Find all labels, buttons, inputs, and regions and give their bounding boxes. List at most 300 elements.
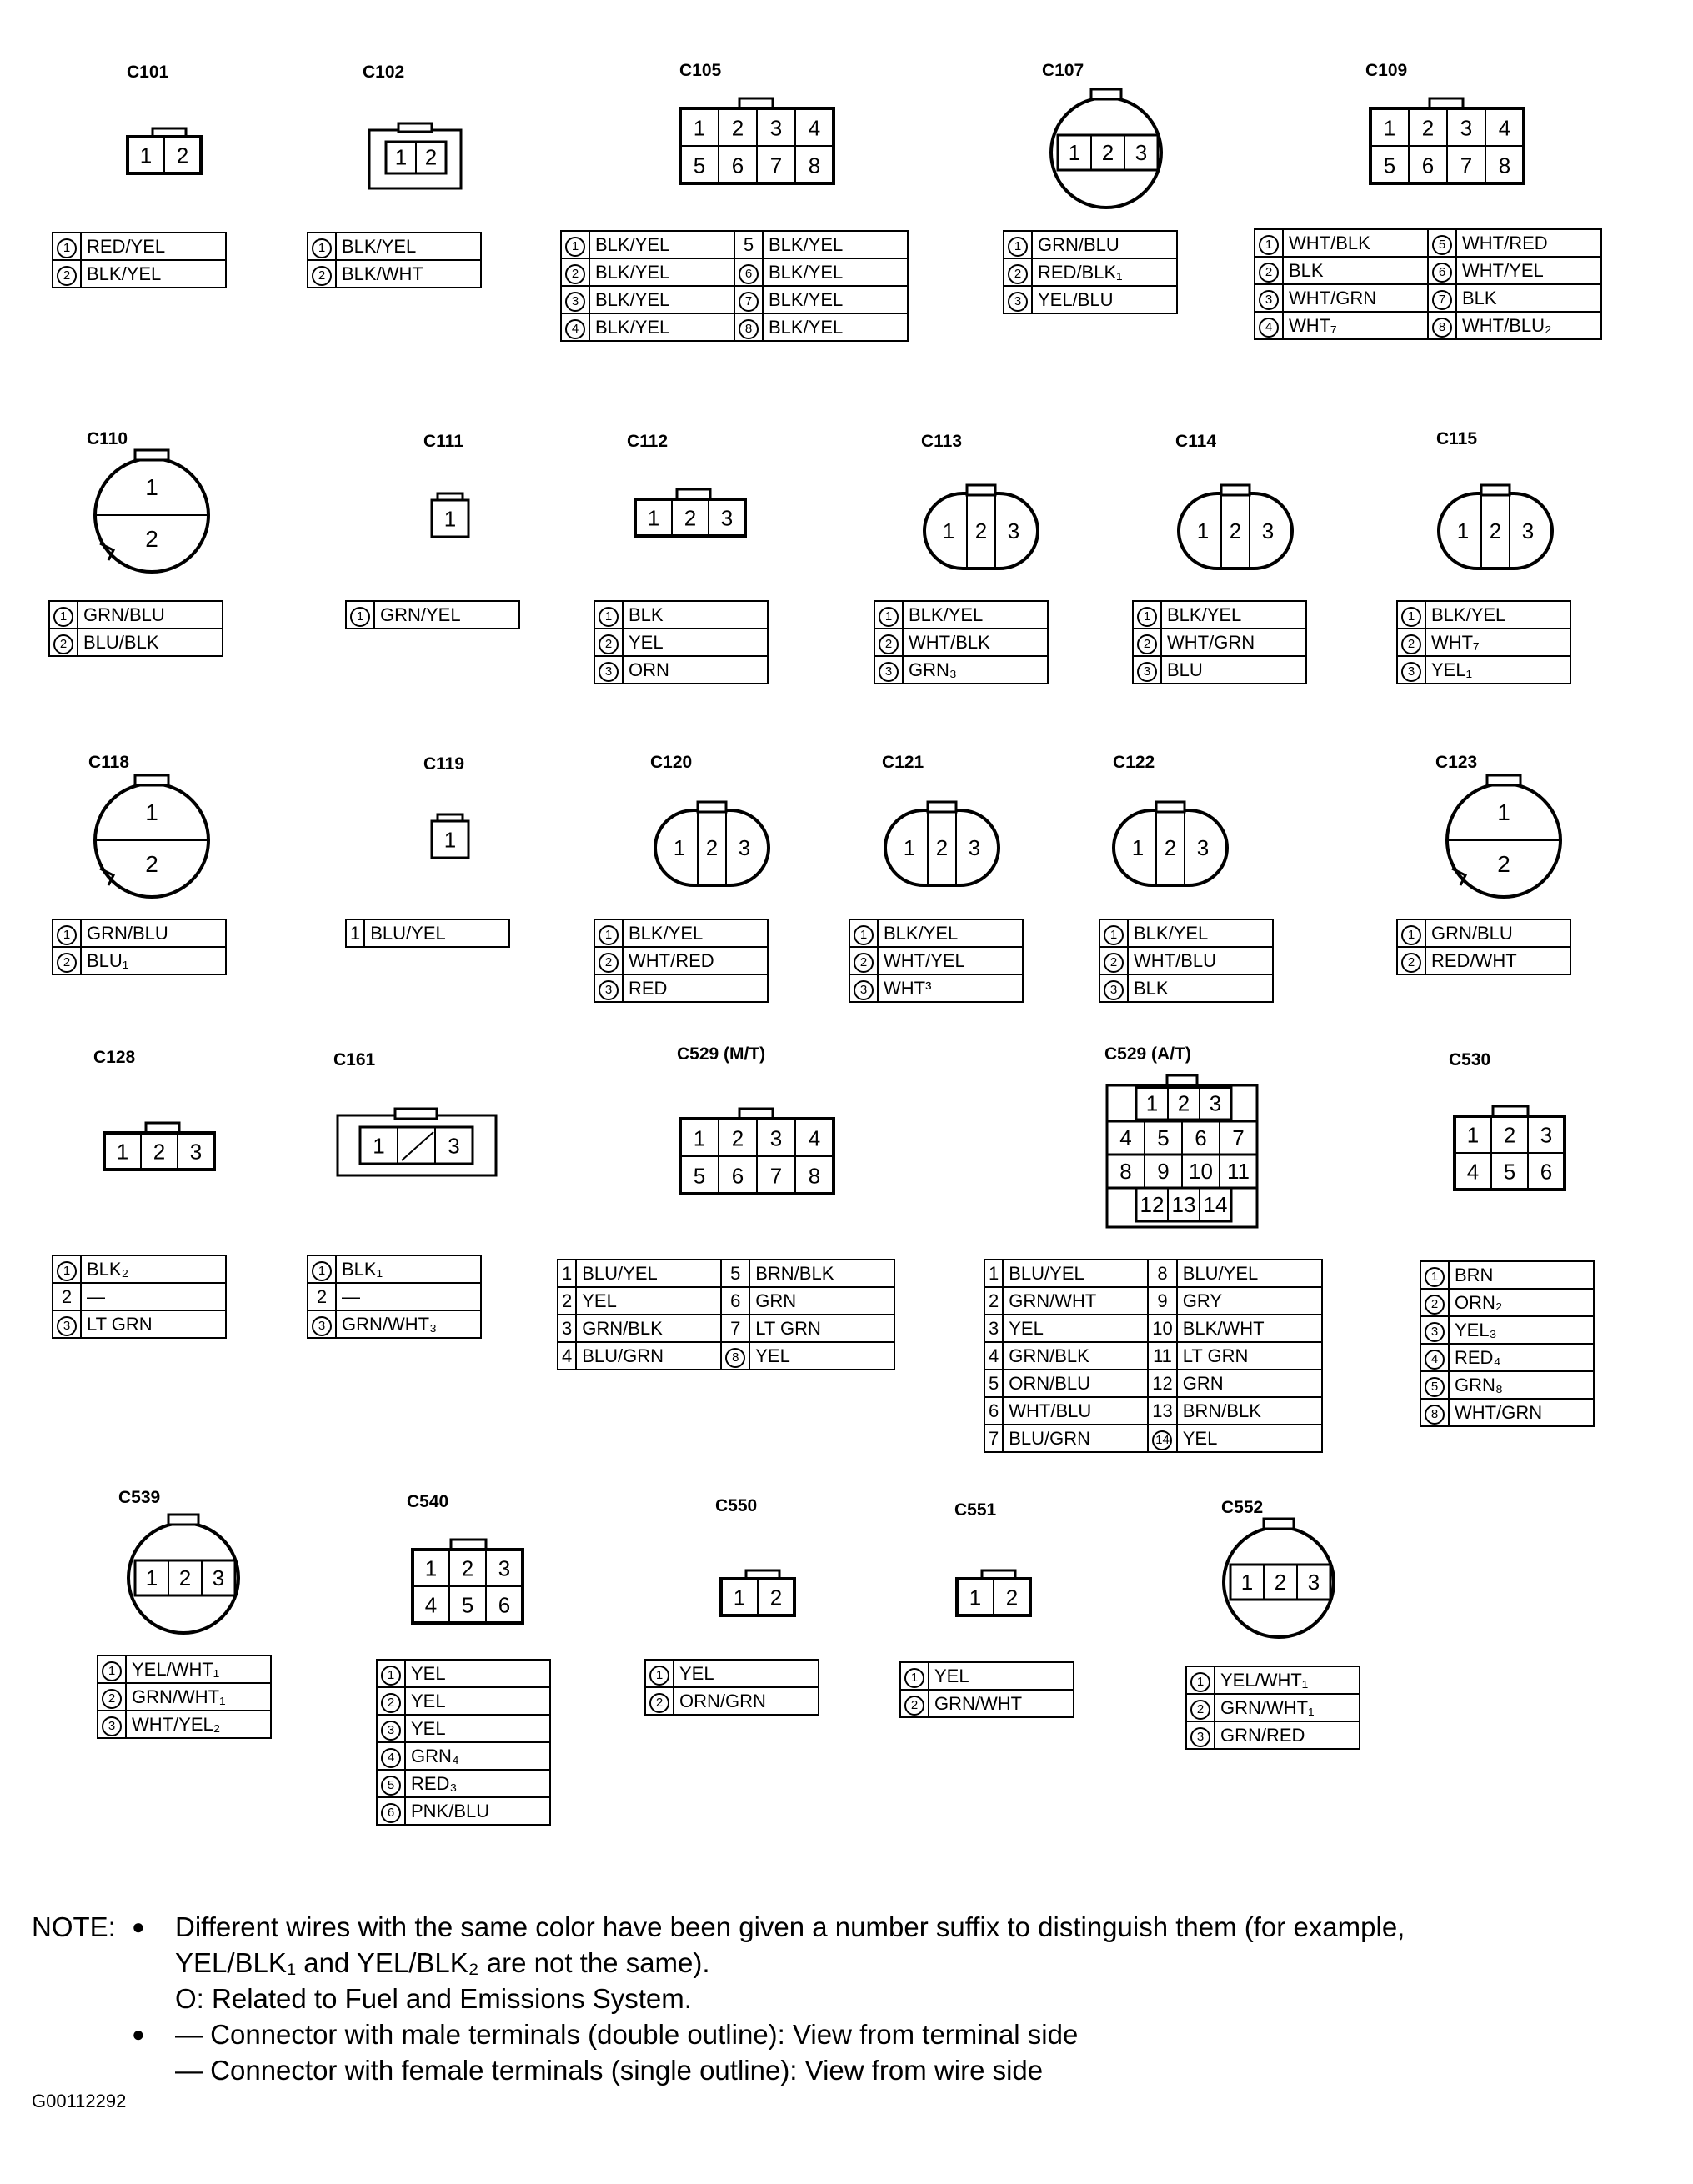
note-line-2: YEL/BLK₁ and YEL/BLK₂ are not the same).	[175, 1947, 710, 1978]
pin-table	[557, 1259, 895, 1370]
terminal-number: 1	[145, 799, 158, 825]
wire-color: RED/BLK₁	[1032, 258, 1177, 286]
circled-pin-number: 2	[904, 1696, 924, 1716]
connector-label: C121	[882, 753, 924, 772]
connector-label: C120	[650, 753, 693, 772]
pin-number	[1255, 312, 1283, 339]
connector-label: C113	[921, 432, 963, 451]
locking-tab	[967, 485, 995, 495]
wire-color: PNK/BLU	[405, 1797, 550, 1825]
wire-color: WHT₇	[1425, 629, 1570, 656]
circled-pin-number: 3	[565, 292, 585, 312]
wire-color: WHT/BLU	[1128, 947, 1273, 974]
pin-number	[308, 1255, 336, 1283]
terminal-number: 4	[808, 1125, 821, 1151]
pin-row	[1004, 258, 1177, 286]
wire-color: YEL	[674, 1660, 819, 1687]
terminal-number: 2	[424, 144, 438, 170]
wire-color: BLK/WHT	[1177, 1315, 1322, 1342]
wire-color: GRN/WHT₁	[126, 1683, 271, 1711]
pin-table	[1185, 1666, 1360, 1750]
wire-color: BLK₂	[81, 1255, 226, 1283]
connector-face	[100, 1121, 225, 1180]
pin-number	[874, 601, 903, 629]
terminal-number: 6	[731, 153, 744, 178]
wire-color: GRN/BLU	[81, 919, 226, 947]
pin-number	[561, 258, 589, 286]
connector-label: C105	[679, 61, 722, 80]
circled-pin-number: 2	[1425, 1295, 1445, 1315]
connector-face	[1110, 800, 1235, 892]
locking-tab	[1167, 1075, 1197, 1085]
terminal-number: 2	[731, 1125, 744, 1151]
wire-color: WHT/RED	[1456, 229, 1601, 257]
circled-pin-number: 1	[1425, 1267, 1445, 1287]
pin-row	[1186, 1666, 1360, 1694]
circled-pin-number: 1	[102, 1661, 122, 1681]
terminal-number: 1	[1456, 518, 1470, 543]
circled-pin-number: 5	[1425, 1377, 1445, 1397]
circled-pin-number: 1	[1137, 607, 1157, 627]
pin-table	[1396, 919, 1571, 975]
circled-pin-number: 1	[312, 238, 332, 258]
pin-number	[594, 974, 623, 1002]
terminal-number: 4	[1119, 1125, 1132, 1150]
pin-number	[53, 919, 81, 947]
terminal-number: 1	[903, 835, 916, 860]
circled-pin-number: 3	[1137, 662, 1157, 682]
circled-pin-number: 3	[1259, 290, 1279, 310]
connector-label: C123	[1435, 753, 1478, 772]
terminal-number: 13	[1171, 1191, 1196, 1217]
wire-color: BLU/YEL	[1003, 1260, 1148, 1287]
wire-color: RED/WHT	[1425, 947, 1570, 974]
wire-color: BLK/YEL	[903, 601, 1048, 629]
terminal-number: 8	[808, 1163, 821, 1189]
pin-number	[1420, 1399, 1449, 1426]
wire-color: BRN	[1449, 1261, 1594, 1289]
circled-pin-number: 2	[312, 266, 332, 286]
connector-face	[882, 800, 1007, 892]
wire-color: BLK/YEL	[878, 919, 1023, 947]
circled-pin-number: 1	[599, 925, 619, 945]
terminal-number: 7	[769, 153, 783, 178]
locking-tab	[1221, 485, 1250, 495]
pin-table	[1132, 600, 1307, 684]
connector-label: C102	[363, 63, 405, 82]
pin-row	[1255, 312, 1601, 339]
pin-table	[345, 919, 510, 948]
wire-color: BLK/YEL	[1161, 601, 1306, 629]
circled-pin-number: 1	[53, 607, 73, 627]
locking-tab	[135, 450, 168, 460]
pin-row	[53, 233, 226, 260]
pin-row	[900, 1662, 1074, 1690]
pin-number	[377, 1742, 405, 1770]
pin-number	[1186, 1694, 1215, 1721]
pin-row	[1255, 229, 1601, 257]
terminal-number: 4	[1466, 1159, 1480, 1185]
pin-number	[308, 260, 336, 288]
connector-face	[1450, 1105, 1575, 1213]
wire-color: BLK/YEL	[589, 313, 734, 341]
locking-tab	[928, 802, 956, 812]
wire-color: BLU/YEL	[576, 1260, 721, 1287]
pin-row	[53, 919, 226, 947]
pin-number	[594, 947, 623, 974]
wire-color: YEL	[576, 1287, 721, 1315]
wire-color: BLK/YEL	[589, 286, 734, 313]
wire-color: YEL	[1003, 1315, 1148, 1342]
terminal-number: 3	[212, 1565, 225, 1591]
terminal-number: 6	[1195, 1125, 1207, 1150]
circled-pin-number: 3	[1401, 662, 1421, 682]
circled-pin-number: 14	[1152, 1430, 1172, 1450]
pin-number: 2	[53, 1283, 81, 1310]
pin-row	[558, 1287, 894, 1315]
wire-color: YEL/WHT₁	[1215, 1666, 1360, 1694]
connector-face	[1175, 483, 1300, 575]
wire-color: GRN/WHT	[929, 1690, 1074, 1717]
terminal-number: 3	[1135, 140, 1148, 166]
pin-table	[560, 230, 909, 342]
pin-number: 11	[1148, 1342, 1176, 1370]
connector-face	[652, 800, 777, 892]
pin-row	[1420, 1399, 1594, 1426]
pin-number	[1397, 656, 1425, 684]
pin-table	[345, 600, 520, 629]
circled-pin-number: 1	[565, 237, 585, 257]
pin-table	[594, 600, 769, 684]
wire-color: WHT/GRN	[1283, 284, 1428, 312]
pin-table	[874, 600, 1049, 684]
connector-label: C110	[87, 429, 128, 448]
wire-color: GRN/WHT₁	[1215, 1694, 1360, 1721]
pin-table	[594, 919, 769, 1003]
note-line-5: — Connector with female terminals (single outline): View from wire side	[175, 2055, 1044, 2086]
pin-row	[1397, 601, 1570, 629]
circled-pin-number: 2	[53, 634, 73, 654]
circled-pin-number: 7	[739, 292, 759, 312]
pin-row	[346, 919, 509, 947]
pin-table	[849, 919, 1024, 1003]
pin-row	[308, 1283, 481, 1310]
connector-label: C101	[127, 63, 169, 82]
pin-number: 6	[721, 1287, 749, 1315]
terminal-number: 5	[693, 1163, 706, 1189]
pin-number	[721, 1342, 749, 1370]
pin-table	[984, 1259, 1323, 1453]
wire-color: BLK/WHT	[336, 260, 481, 288]
connector-face	[953, 1567, 1036, 1625]
terminal-number: 5	[1157, 1125, 1170, 1150]
terminal-number: 8	[1498, 153, 1511, 178]
pin-number: 1	[346, 919, 364, 947]
pin-row	[594, 629, 768, 656]
terminal-number: 2	[684, 505, 697, 531]
terminal-number: 3	[498, 1555, 511, 1581]
terminal-number: 9	[1157, 1158, 1170, 1184]
connector-face	[631, 488, 756, 546]
terminal-number: 3	[1261, 518, 1275, 543]
pin-number	[98, 1683, 126, 1711]
circled-pin-number: 2	[102, 1689, 122, 1709]
circled-pin-number: 1	[1190, 1672, 1210, 1692]
circled-pin-number: 8	[1432, 318, 1452, 338]
terminal-number: 1	[673, 835, 686, 860]
circled-pin-number: 2	[599, 953, 619, 973]
pin-number	[1186, 1666, 1215, 1694]
terminal-number: 1	[394, 144, 408, 170]
wire-color: WHT³	[878, 974, 1023, 1002]
connector-face	[92, 450, 217, 575]
pin-row	[98, 1711, 271, 1738]
circled-pin-number: 7	[1432, 290, 1452, 310]
wire-color: —	[336, 1283, 481, 1310]
terminal-number: 7	[769, 1163, 783, 1189]
terminal-number: 1	[443, 506, 457, 532]
wire-color: WHT/BLK	[903, 629, 1048, 656]
circled-pin-number: 4	[565, 319, 585, 339]
circled-pin-number: 1	[904, 1668, 924, 1688]
pin-number	[594, 656, 623, 684]
wire-color: LT GRN	[1177, 1342, 1322, 1370]
pin-row	[49, 601, 223, 629]
pin-number	[849, 974, 878, 1002]
wire-color: RED	[623, 974, 768, 1002]
terminal-number: 3	[1521, 518, 1535, 543]
pin-row	[984, 1397, 1322, 1425]
pin-number	[900, 1662, 929, 1690]
pin-number	[1397, 601, 1425, 629]
connector-label: C119	[423, 754, 465, 774]
terminal-number: 2	[1489, 518, 1502, 543]
wire-color: BLK/YEL	[763, 231, 908, 258]
pin-row	[377, 1687, 550, 1715]
wire-color: BLK/YEL	[763, 258, 908, 286]
pin-row	[308, 1310, 481, 1338]
locking-tab	[1156, 802, 1185, 812]
circled-pin-number: 5	[1432, 235, 1452, 255]
circled-pin-number: 1	[854, 925, 874, 945]
pin-row	[1133, 601, 1306, 629]
connector-face	[92, 775, 217, 900]
pin-row	[1420, 1261, 1594, 1289]
pin-row	[377, 1770, 550, 1797]
connector-label: C109	[1365, 61, 1408, 80]
circled-pin-number: 1	[879, 607, 899, 627]
pin-number	[98, 1656, 126, 1683]
pin-table	[307, 1255, 482, 1339]
pin-row	[558, 1260, 894, 1287]
connector-label: C115	[1436, 429, 1478, 448]
pin-row	[1397, 656, 1570, 684]
wire-color: BLK/YEL	[589, 258, 734, 286]
circled-pin-number: 1	[649, 1666, 669, 1686]
circled-pin-number: 5	[381, 1776, 401, 1796]
connector-face	[425, 813, 475, 863]
pin-row	[1420, 1289, 1594, 1316]
pin-row	[849, 947, 1023, 974]
terminal-number: 5	[461, 1592, 474, 1618]
wire-color: BLK	[1456, 284, 1601, 312]
terminal-number: 3	[189, 1139, 203, 1165]
circled-pin-number: 2	[1401, 634, 1421, 654]
circled-pin-number: 2	[1137, 634, 1157, 654]
terminal-number: 6	[1421, 153, 1435, 178]
circled-pin-number: 1	[381, 1666, 401, 1686]
pin-row	[377, 1715, 550, 1742]
pin-row	[594, 947, 768, 974]
wire-color: BLU/GRN	[1003, 1425, 1148, 1452]
terminal-number: 2	[1164, 835, 1177, 860]
terminal-number: 10	[1189, 1158, 1213, 1184]
pin-row	[645, 1660, 819, 1687]
circled-pin-number: 1	[1008, 237, 1028, 257]
circled-pin-number: 6	[739, 264, 759, 284]
wire-color: —	[81, 1283, 226, 1310]
terminal-number: 2	[935, 835, 949, 860]
circled-pin-number: 3	[599, 662, 619, 682]
note-line-4: — Connector with male terminals (double outline): View from terminal side	[175, 2019, 1079, 2050]
wire-color: GRN/WHT	[1003, 1287, 1148, 1315]
pin-row	[1133, 656, 1306, 684]
pin-row	[98, 1656, 271, 1683]
terminal-number: 12	[1140, 1191, 1165, 1217]
pin-row	[1133, 629, 1306, 656]
pin-number	[1397, 629, 1425, 656]
circled-pin-number: 3	[1104, 980, 1124, 1000]
circled-pin-number: 8	[725, 1348, 745, 1368]
terminal-number: 2	[1229, 518, 1242, 543]
pin-number	[1099, 974, 1128, 1002]
pin-number: 2	[308, 1283, 336, 1310]
pin-row	[900, 1690, 1074, 1717]
connector-label: C552	[1221, 1498, 1264, 1517]
pin-row	[984, 1342, 1322, 1370]
pin-row	[594, 656, 768, 684]
connector-label: C128	[93, 1048, 136, 1067]
wire-color: GRN/BLU	[1032, 231, 1177, 258]
wire-color: RED₃	[405, 1770, 550, 1797]
pin-number	[1420, 1289, 1449, 1316]
terminal-number: 3	[738, 835, 751, 860]
terminal-number: 1	[1131, 835, 1145, 860]
pin-number	[645, 1660, 674, 1687]
terminal-number: 2	[145, 851, 158, 877]
circled-pin-number: 2	[854, 953, 874, 973]
terminal-number: 2	[1274, 1570, 1287, 1595]
terminal-number: 1	[139, 143, 153, 168]
pin-number	[1186, 1721, 1215, 1749]
wire-color: BLK	[1128, 974, 1273, 1002]
terminal-number: 1	[733, 1585, 746, 1610]
circled-pin-number: 6	[381, 1803, 401, 1823]
connector-label: C107	[1042, 61, 1084, 80]
terminal-number: 1	[1466, 1122, 1480, 1148]
pin-row	[308, 260, 481, 288]
pin-row	[1099, 974, 1273, 1002]
pin-number: 6	[984, 1397, 1003, 1425]
terminal-number: 3	[1460, 115, 1473, 141]
wire-color: WHT/GRN	[1449, 1399, 1594, 1426]
circled-pin-number: 3	[1190, 1727, 1210, 1747]
terminal-number: 1	[969, 1585, 982, 1610]
terminal-number: 1	[647, 505, 660, 531]
pin-number	[1428, 229, 1456, 257]
pin-number	[1255, 229, 1283, 257]
wire-color: YEL₃	[1449, 1316, 1594, 1344]
diagonal-mark	[402, 1132, 433, 1160]
terminal-number: 2	[974, 518, 988, 543]
pin-number	[1428, 257, 1456, 284]
circled-pin-number: 2	[1190, 1700, 1210, 1720]
pin-number: 1	[558, 1260, 576, 1287]
note-line-3: O: Related to Fuel and Emissions System.	[175, 1983, 692, 2014]
wire-color: BLU₁	[81, 947, 226, 974]
pin-number	[377, 1660, 405, 1687]
pin-table	[1003, 230, 1178, 314]
circled-pin-number: 2	[649, 1693, 669, 1713]
terminal-number: 1	[116, 1139, 129, 1165]
wire-color: RED/YEL	[81, 233, 226, 260]
connector-label: C550	[715, 1496, 758, 1515]
pin-number	[53, 233, 81, 260]
wire-color: GRN/RED	[1215, 1721, 1360, 1749]
pin-number	[377, 1687, 405, 1715]
pin-table	[48, 600, 223, 657]
wire-color: GRN/BLU	[1425, 919, 1570, 947]
pin-number	[561, 313, 589, 341]
terminal-number: 1	[693, 115, 706, 141]
pin-row	[561, 258, 908, 286]
terminal-number: 4	[1498, 115, 1511, 141]
pin-number	[1420, 1371, 1449, 1399]
pin-number: 7	[721, 1315, 749, 1342]
pin-number	[346, 601, 374, 629]
pin-row	[561, 231, 908, 258]
circled-pin-number: 1	[1401, 607, 1421, 627]
circled-pin-number: 3	[599, 980, 619, 1000]
pin-table	[1254, 228, 1602, 340]
connector-face	[1219, 1517, 1344, 1642]
wire-color: LT GRN	[81, 1310, 226, 1338]
circled-pin-number: 3	[879, 662, 899, 682]
connector-label: C161	[333, 1050, 376, 1069]
connector-label: C529 (M/T)	[677, 1044, 766, 1064]
terminal-number: 6	[731, 1163, 744, 1189]
pin-number	[561, 286, 589, 313]
terminal-number: 1	[1196, 518, 1210, 543]
pin-number	[377, 1770, 405, 1797]
pin-number	[1255, 284, 1283, 312]
pin-number	[874, 629, 903, 656]
wire-color: BLU/BLK	[78, 629, 223, 656]
pin-row	[874, 629, 1048, 656]
pin-number	[1099, 919, 1128, 947]
pin-number	[53, 260, 81, 288]
pin-number: 9	[1148, 1287, 1176, 1315]
connector-label: C540	[407, 1492, 449, 1511]
terminal-number: 3	[1540, 1122, 1553, 1148]
terminal-number: 2	[769, 1585, 783, 1610]
circled-pin-number: 2	[57, 953, 77, 973]
wire-color: BRN/BLK	[749, 1260, 894, 1287]
pin-number	[849, 947, 878, 974]
terminal-number: 11	[1227, 1158, 1250, 1184]
pin-number: 12	[1148, 1370, 1176, 1397]
pin-row	[377, 1742, 550, 1770]
